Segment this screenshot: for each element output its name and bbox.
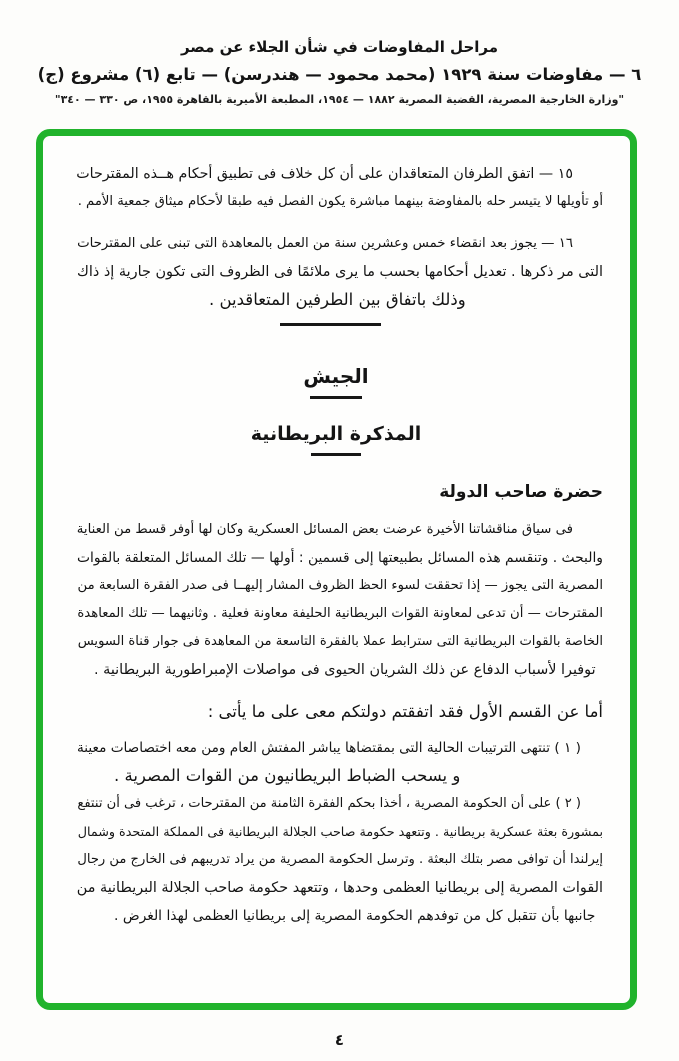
header-subtitle: ٦ — مفاوضات سنة ١٩٢٩ (محمد محمود — هندرسن) — تابع (٦) مشروع (ج) (37, 65, 642, 84)
clause-15-line: أو تأويلها لا يتيسر حله بالمفاوضة بينهما مباشرة يكون الفصل فيه طبقا لأحكام ميثاق جمعية الأمم . (77, 194, 603, 209)
document-frame (36, 129, 637, 1010)
header-source-citation: "وزارة الخارجية المصرية، القضية المصرية ١٨٨٢ — ١٩٥٤، المطبعة الأميرية بالقاهرة ١٩٥٥، ص ٣٣٠ — ٣٤٠" (54, 93, 625, 106)
paragraph-line: الخاصة بالقوات البريطانية التى سترابط عملا بالفقرة التاسعة من المعاهدة فى جوار قناة السويس (77, 634, 603, 649)
item-1-line: و يسحب الضباط البريطانيون من القوات المصرية . (114, 766, 461, 785)
item-1-line: ( ١ ) تنتهى الترتيبات الحالية التى بمقتضاها يباشر المفتش العام ومن معه اختصاصات معينة (77, 740, 581, 756)
paragraph-line: المقترحات — أن تدعى لمعاونة القوات البريطانية الحليفة معاونة فعلية . وثانيهما — تلك المعاهدة (77, 606, 603, 621)
subsection-title-british-memorandum: المذكرة البريطانية (250, 423, 422, 445)
clause-16-line: التى مر ذكرها . تعديل أحكامها بحسب ما يرى ملائمًا فى الظروف التى تكون جارية إذ ذاك (77, 264, 603, 280)
item-2-line: جانبها بأن تتقبل كل من توفدهم الحكومة المصرية إلى بريطانيا العظمى لهذا الغرض . (114, 908, 596, 924)
clause-15 (69, 160, 603, 216)
header-title: مراحل المفاوضات في شأن الجلاء عن مصر (180, 38, 499, 56)
page-number: ٤ (334, 1031, 345, 1049)
page-header (0, 34, 679, 110)
clause-15-line: ١٥ — اتفق الطرفان المتعاقدان على أن كل خلاف فى تطبيق أحكام هــذه المقترحات (76, 166, 573, 182)
item-2-line: إيرلندا أن توافى مصر بتلك البعثة . وترسل الحكومة المصرية من يراد تدريبهم فى الخارج من رجال (77, 852, 603, 867)
paragraph-line: توفيرا لأسباب الدفاع عن ذلك الشريان الحيوى فى مواصلات الإمبراطورية البريطانية . (94, 662, 596, 678)
paragraph-line: والبحث . وتنقسم هذه المسائل بطبيعتها إلى قسمين : أولها — تلك المسائل المتعلقة بالقوات (76, 550, 603, 566)
section-title-underline (310, 396, 362, 399)
clause-16-line: ١٦ — يجوز بعد انقضاء خمس وعشرين سنة من العمل بالمعاهدة التى تبنى على المقترحات (77, 236, 573, 251)
item-2 (69, 790, 603, 930)
section-divider-rule (280, 323, 381, 326)
salutation: حضرة صاحب الدولة (439, 482, 603, 502)
section-title-army: الجيش (303, 364, 369, 388)
clause-16 (69, 230, 603, 314)
agreement-lead: أما عن القسم الأول فقد اتفقتم دولتكم معى على ما يأتى : (207, 702, 603, 721)
item-2-line: ( ٢ ) على أن الحكومة المصرية ، أخذا بحكم الفقرة الثامنة من المقترحات ، ترغب فى أن تنتفع (77, 796, 581, 811)
item-2-line: بمشورة بعثة عسكرية بريطانية . وتتعهد حكومة صاحب الجلالة البريطانية فى المملكة المتحدة وشمال (77, 824, 603, 839)
item-1 (69, 734, 603, 790)
intro-paragraph (69, 516, 603, 684)
subsection-title-underline (311, 453, 361, 456)
document-body (43, 136, 630, 930)
paragraph-line: فى سياق مناقشاتنا الأخيرة عرضت بعض المسائل العسكرية وكان لها أوفر قسط من العناية (76, 522, 573, 537)
paragraph-line: المصرية التى يجوز — إذا تحققت لسوء الحظ الظروف المشار إليهــا فى صدر الفقرة السابعة من (77, 578, 603, 593)
clause-16-line: وذلك باتفاق بين الطرفين المتعاقدين . (209, 290, 466, 309)
item-2-line: القوات المصرية إلى بريطانيا العظمى وحدها ، وتتعهد حكومة صاحب الجلالة البريطانية من (76, 880, 603, 896)
